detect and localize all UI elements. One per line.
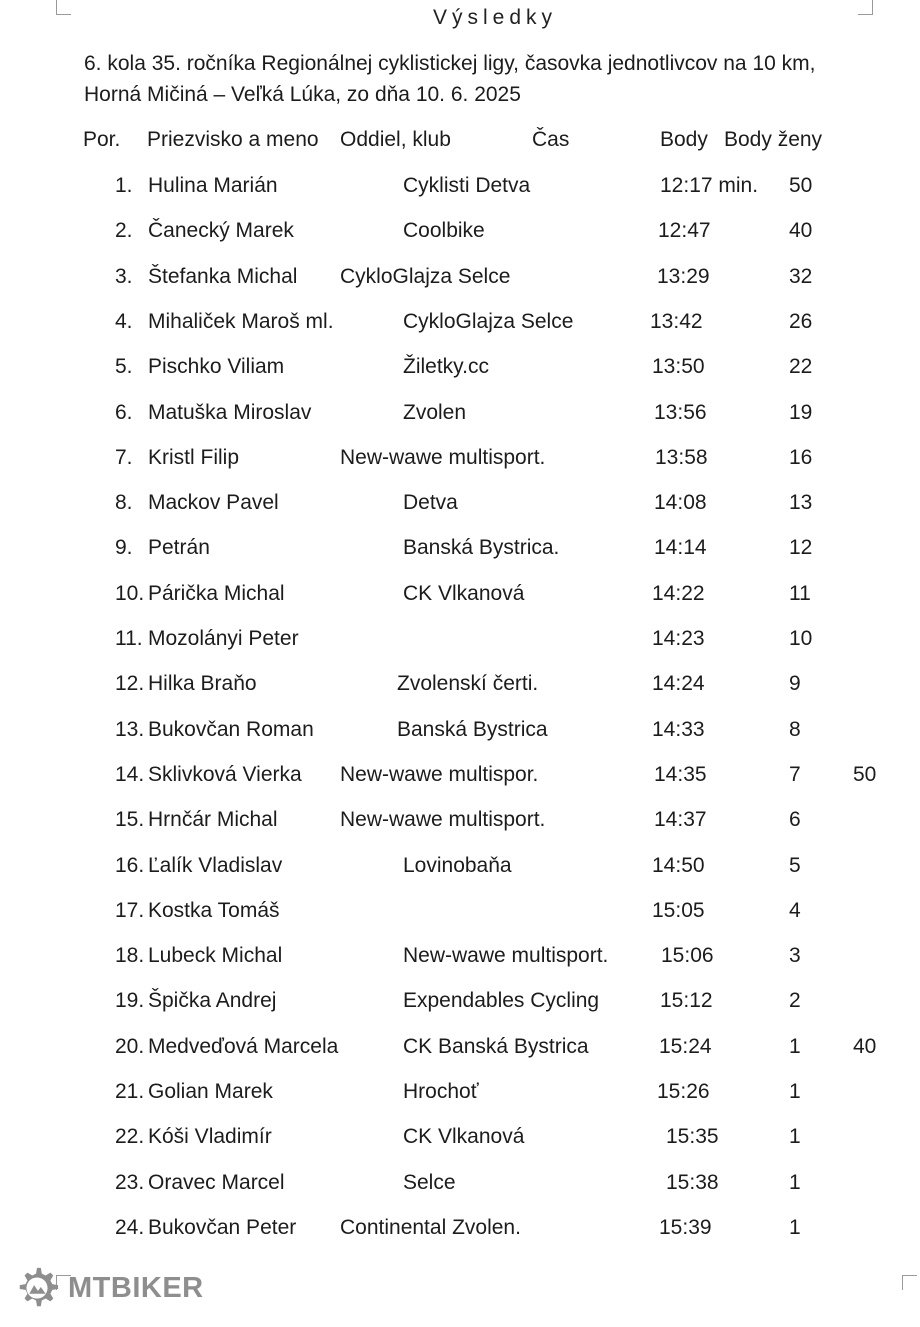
time-cell: 15:35 [666,1125,719,1148]
watermark-text: MTBIKER [68,1271,204,1304]
rank-cell: 13. [115,718,145,741]
rank-cell: 20. [115,1035,145,1058]
header-time: Čas [532,128,570,151]
points-cell: 12 [789,536,813,559]
points-cell: 1 [789,1216,801,1239]
points-cell: 2 [789,989,801,1012]
time-cell: 15:06 [661,944,714,967]
women-points-cell: 50 [853,763,877,786]
name-cell: Špička Andrej [148,989,277,1012]
rank-cell: 6. [115,401,133,424]
club-cell: Continental Zvolen. [340,1216,521,1239]
name-cell: Čanecký Marek [148,219,294,242]
rank-cell: 21. [115,1080,145,1103]
subtitle-line-2: Horná Mičiná – Veľká Lúka, zo dňa 10. 6. 2025 [84,83,521,106]
time-cell: 14:37 [654,808,707,831]
club-cell: Expendables Cycling [403,989,600,1012]
name-cell: Mackov Pavel [148,491,279,514]
rank-cell: 2. [115,219,133,242]
points-cell: 6 [789,808,801,831]
time-cell: 14:23 [652,627,705,650]
time-cell: 14:14 [654,536,707,559]
club-cell: New-wawe multisport. [340,808,546,831]
document-subtitle [84,48,904,110]
name-cell: Petrán [148,536,210,559]
club-cell: Zvolen [403,401,467,424]
name-cell: Matuška Miroslav [148,401,312,424]
time-cell: 13:29 [657,265,710,288]
rank-cell: 1. [115,174,133,197]
name-cell: Pischko Viliam [148,355,285,378]
time-cell: 15:38 [666,1171,719,1194]
rank-cell: 23. [115,1171,145,1194]
points-cell: 16 [789,446,813,469]
time-cell: 13:56 [654,401,707,424]
club-cell: Detva [403,491,458,514]
header-points: Body [660,128,708,151]
rank-cell: 7. [115,446,133,469]
page-corner-mark [902,1275,917,1290]
rank-cell: 15. [115,808,145,831]
women-points-cell: 40 [853,1035,877,1058]
name-cell: Sklivková Vierka [148,763,302,786]
club-cell: New-wawe multisport. [340,446,546,469]
name-cell: Štefanka Michal [148,265,298,288]
club-cell: Žiletky.cc [403,355,489,378]
name-cell: Lubeck Michal [148,944,283,967]
club-cell: CykloGlajza Selce [340,265,511,288]
time-cell: 14:24 [652,672,705,695]
points-cell: 4 [789,899,801,922]
rank-cell: 14. [115,763,145,786]
name-cell: Mihaliček Maroš ml. [148,310,334,333]
name-cell: Medveďová Marcela [148,1035,339,1058]
time-cell: 14:50 [652,854,705,877]
club-cell: New-wawe multispor. [340,763,539,786]
rank-cell: 8. [115,491,133,514]
club-cell: Selce [403,1171,456,1194]
header-club: Oddiel, klub [340,128,451,151]
club-cell: Banská Bystrica. [403,536,560,559]
points-cell: 50 [789,174,813,197]
points-cell: 10 [789,627,813,650]
points-cell: 8 [789,718,801,741]
points-cell: 13 [789,491,813,514]
points-cell: 1 [789,1080,801,1103]
club-cell: CK Vlkanová [403,1125,525,1148]
time-cell: 13:42 [650,310,703,333]
club-cell: Cyklisti Detva [403,174,531,197]
points-cell: 1 [789,1171,801,1194]
rank-cell: 22. [115,1125,145,1148]
rank-cell: 18. [115,944,145,967]
club-cell: CykloGlajza Selce [403,310,574,333]
rank-cell: 17. [115,899,145,922]
rank-cell: 4. [115,310,133,333]
club-cell: New-wawe multisport. [403,944,609,967]
time-cell: 15:26 [657,1080,710,1103]
points-cell: 5 [789,854,801,877]
rank-cell: 11. [115,627,143,650]
rank-cell: 3. [115,265,133,288]
name-cell: Bukovčan Peter [148,1216,297,1239]
club-cell: Zvolenskí čerti. [397,672,539,695]
time-cell: 13:50 [652,355,705,378]
name-cell: Hrnčár Michal [148,808,278,831]
name-cell: Hulina Marián [148,174,278,197]
time-cell: 13:58 [655,446,708,469]
name-cell: Golian Marek [148,1080,273,1103]
points-cell: 11 [789,582,811,605]
rank-cell: 19. [115,989,145,1012]
time-cell: 15:24 [659,1035,712,1058]
name-cell: Mozolányi Peter [148,627,299,650]
points-cell: 1 [789,1125,801,1148]
club-cell: Coolbike [403,219,485,242]
name-cell: Bukovčan Roman [148,718,314,741]
rank-cell: 24. [115,1216,145,1239]
name-cell: Kristl Filip [148,446,240,469]
gear-icon [14,1265,60,1311]
points-cell: 40 [789,219,813,242]
rank-cell: 5. [115,355,133,378]
time-cell: 14:35 [654,763,707,786]
time-cell: 14:08 [654,491,707,514]
points-cell: 22 [789,355,813,378]
club-cell: CK Vlkanová [403,582,525,605]
club-cell: CK Banská Bystrica [403,1035,589,1058]
time-cell: 15:39 [659,1216,712,1239]
points-cell: 1 [789,1035,801,1058]
rank-cell: 9. [115,536,133,559]
header-name: Priezvisko a meno [147,128,319,151]
time-cell: 15:05 [652,899,705,922]
mtbiker-watermark [14,1264,204,1312]
rank-cell: 12. [115,672,145,695]
points-cell: 3 [789,944,801,967]
rank-cell: 16. [115,854,145,877]
points-cell: 9 [789,672,801,695]
rank-cell: 10. [115,582,145,605]
time-cell: 14:33 [652,718,705,741]
name-cell: Kostka Tomáš [148,899,280,922]
club-cell: Hrochoť [403,1080,479,1103]
points-cell: 26 [789,310,813,333]
name-cell: Hilka Braňo [148,672,257,695]
points-cell: 7 [789,763,801,786]
time-cell: 12:17 min. [660,174,759,197]
points-cell: 32 [789,265,813,288]
club-cell: Lovinobaňa [403,854,512,877]
document-title: Výsledky [432,6,558,29]
name-cell: Oravec Marcel [148,1171,285,1194]
time-cell: 12:47 [658,219,711,242]
name-cell: Párička Michal [148,582,285,605]
time-cell: 15:12 [660,989,713,1012]
header-women-points: Body ženy [724,128,823,151]
time-cell: 14:22 [652,582,705,605]
subtitle-line-1: 6. kola 35. ročníka Regionálnej cyklistickej ligy, časovka jednotlivcov na 10 km, [84,52,816,75]
club-cell: Banská Bystrica [397,718,548,741]
header-rank: Por. [83,128,121,151]
points-cell: 19 [789,401,813,424]
name-cell: Kóši Vladimír [148,1125,272,1148]
name-cell: Ľalík Vladislav [148,854,283,877]
